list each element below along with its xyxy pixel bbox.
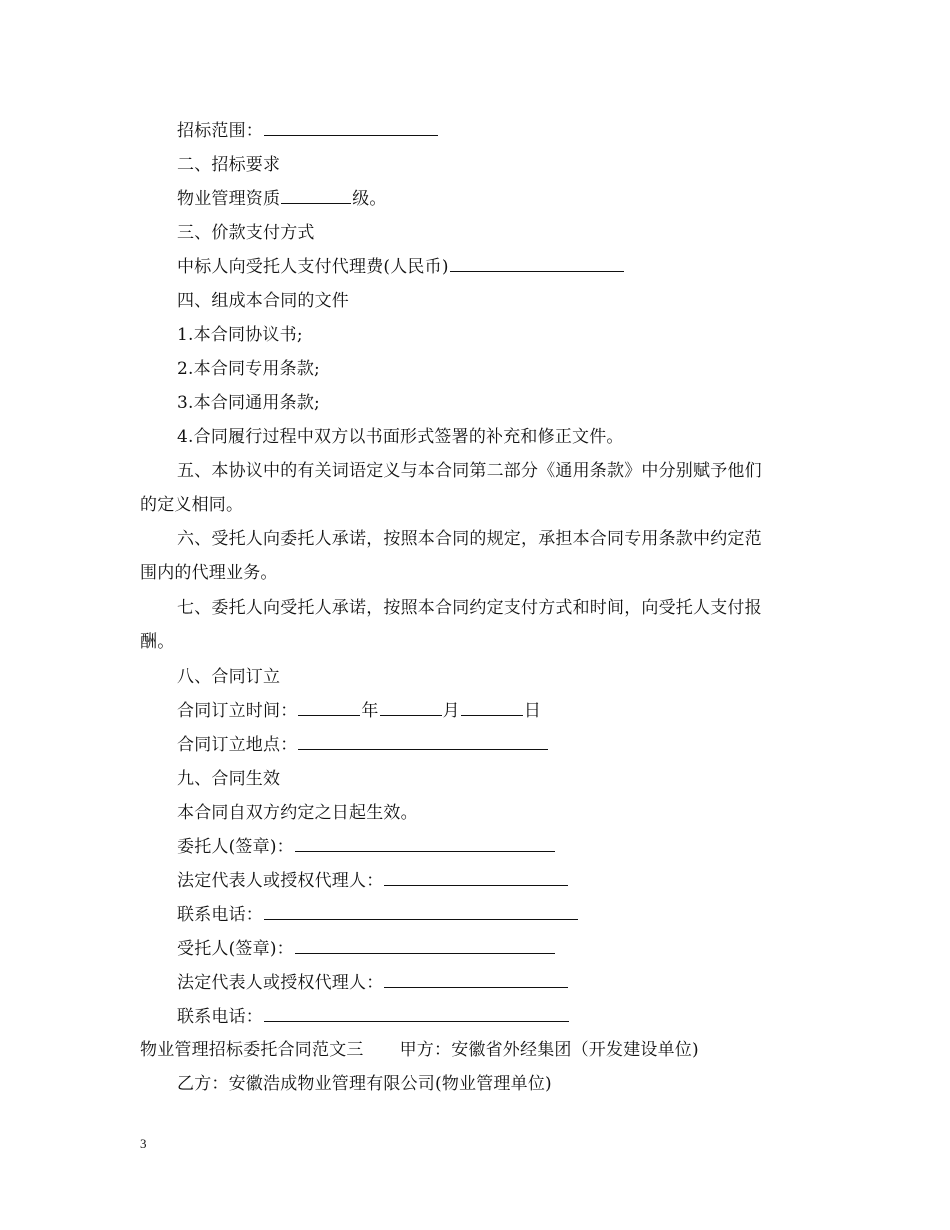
bidding-scope-label: 招标范围： <box>177 121 263 141</box>
signing-place-line <box>177 733 549 757</box>
party-a: 甲方：安徽省外经集团（开发建设单位) <box>399 1040 699 1060</box>
agent-representative-label: 法定代表人或授权代理人： <box>177 973 384 993</box>
document-item-4: 4.合同履行过程中双方以书面形式签署的补充和修正文件。 <box>177 427 624 447</box>
principal-representative-line <box>177 869 569 893</box>
agency-fee-blank <box>450 255 624 272</box>
effective-clause: 本合同自双方约定之日起生效。 <box>177 803 418 823</box>
section-5-line-1: 五、本协议中的有关词语定义与本合同第二部分《通用条款》中分别赋予他们 <box>177 461 762 481</box>
signing-place-blank <box>298 733 548 750</box>
principal-signature-line <box>177 835 556 859</box>
agency-fee-label: 中标人向受托人支付代理费(人民币) <box>177 257 449 277</box>
agent-signature-line <box>177 937 556 961</box>
day-blank <box>461 699 523 716</box>
template-3-title: 物业管理招标委托合同范文三 <box>140 1040 364 1060</box>
section-6-line-2: 围内的代理业务。 <box>140 563 278 583</box>
agent-signature-blank <box>295 937 555 954</box>
section-2-heading: 二、招标要求 <box>177 155 281 175</box>
section-7-line-1: 七、委托人向受托人承诺，按照本合同约定支付方式和时间，向受托人支付报 <box>177 598 762 618</box>
agent-representative-blank <box>384 971 568 988</box>
principal-phone-blank <box>264 903 578 920</box>
document-item-3: 3.本合同通用条款; <box>177 393 320 413</box>
section-8-heading: 八、合同订立 <box>177 667 281 687</box>
document-item-1: 1.本合同协议书; <box>177 325 303 345</box>
section-4-heading: 四、组成本合同的文件 <box>177 291 349 311</box>
section-6-line-1: 六、受托人向委托人承诺，按照本合同的规定，承担本合同专用条款中约定范 <box>177 529 762 549</box>
month-blank <box>380 699 442 716</box>
agent-phone-line <box>177 1005 570 1029</box>
agent-phone-blank <box>264 1005 569 1022</box>
section-9-heading: 九、合同生效 <box>177 769 281 789</box>
signing-date-label: 合同订立时间： <box>177 701 298 721</box>
bidding-scope-line <box>177 119 439 143</box>
template-3-heading-line <box>140 1038 699 1062</box>
section-5-line-2: 的定义相同。 <box>140 495 244 515</box>
section-3-heading: 三、价款支付方式 <box>177 223 315 243</box>
signing-date-line <box>177 699 541 723</box>
party-b: 乙方：安徽浩成物业管理有限公司(物业管理单位) <box>177 1074 552 1094</box>
page-number: 3 <box>140 1136 147 1151</box>
qualification-suffix: 级。 <box>352 189 387 209</box>
year-blank <box>298 699 360 716</box>
principal-representative-label: 法定代表人或授权代理人： <box>177 871 384 891</box>
month-label: 月 <box>442 701 460 721</box>
principal-signature-blank <box>295 835 555 852</box>
principal-phone-label: 联系电话： <box>177 905 263 925</box>
agent-signature-label: 受托人(签章)： <box>177 939 294 959</box>
signing-place-label: 合同订立地点： <box>177 735 298 755</box>
qualification-blank <box>281 187 351 204</box>
qualification-label: 物业管理资质 <box>177 189 281 209</box>
principal-phone-line <box>177 903 579 927</box>
principal-signature-label: 委托人(签章)： <box>177 837 294 857</box>
agency-fee-line <box>177 255 625 279</box>
day-label: 日 <box>523 701 542 721</box>
section-7-line-2: 酬。 <box>140 632 175 652</box>
bidding-scope-blank <box>264 119 438 136</box>
agent-representative-line <box>177 971 569 995</box>
year-label: 年 <box>361 701 379 721</box>
document-item-2: 2.本合同专用条款; <box>177 359 320 379</box>
agent-phone-label: 联系电话： <box>177 1007 263 1027</box>
qualification-line <box>177 187 387 211</box>
principal-representative-blank <box>384 869 568 886</box>
